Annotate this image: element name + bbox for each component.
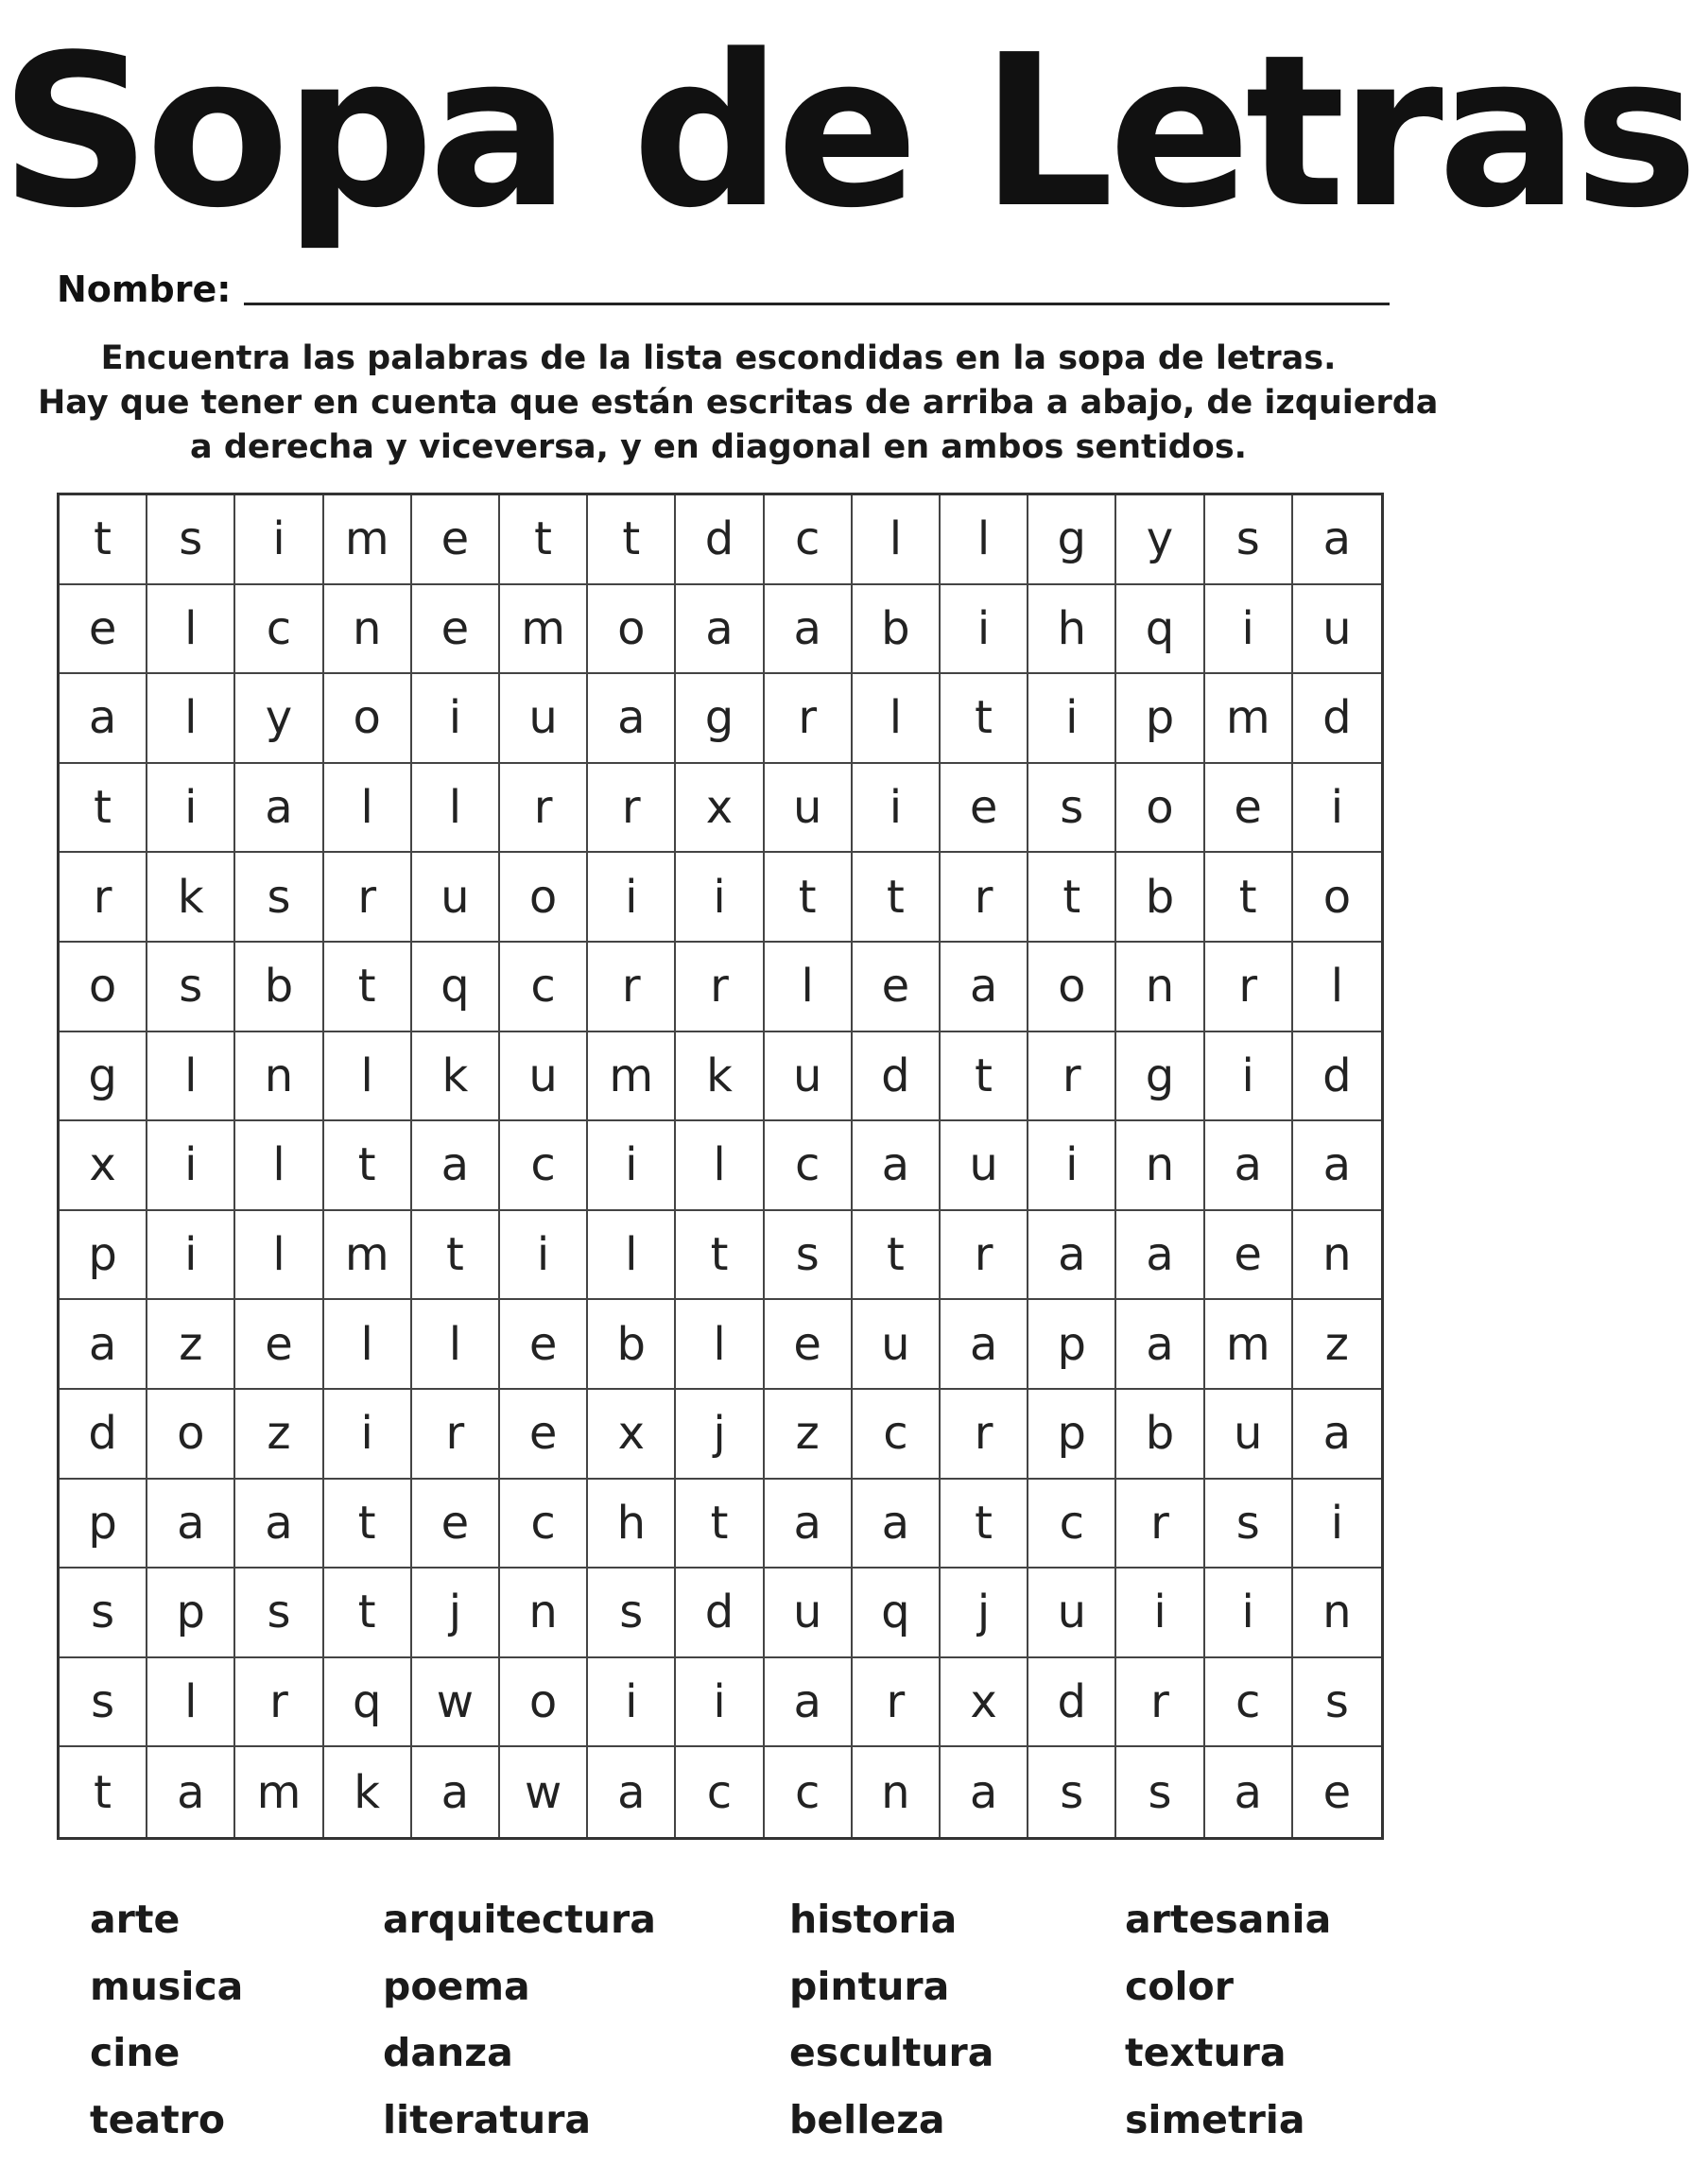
grid-cell[interactable]: i bbox=[1293, 764, 1381, 854]
instructions-line: Hay que tener en cuenta que están escritas de arriba a abajo, de izquierda bbox=[38, 384, 1439, 422]
grid-cell[interactable]: s bbox=[147, 495, 235, 585]
grid-cell[interactable]: l bbox=[324, 764, 412, 854]
grid-cell[interactable]: n bbox=[324, 585, 412, 675]
grid-cell[interactable]: l bbox=[147, 674, 235, 764]
grid-cell[interactable]: s bbox=[1028, 1747, 1116, 1837]
grid-cell[interactable]: s bbox=[60, 1569, 147, 1658]
grid-cell[interactable]: c bbox=[765, 1121, 853, 1211]
word-list-item: artesania bbox=[1125, 1897, 1332, 1942]
grid-cell[interactable]: a bbox=[588, 674, 676, 764]
grid-cell[interactable]: t bbox=[324, 1569, 412, 1658]
grid-cell[interactable]: a bbox=[412, 1121, 500, 1211]
grid-cell[interactable]: i bbox=[1116, 1569, 1204, 1658]
grid-cell[interactable]: s bbox=[1116, 1747, 1204, 1837]
word-list-item: pintura bbox=[789, 1963, 950, 2009]
grid-cell[interactable]: y bbox=[235, 674, 323, 764]
instructions-line: Encuentra las palabras de la lista escondidas en la sopa de letras. bbox=[100, 339, 1337, 377]
word-column bbox=[90, 1886, 243, 2153]
grid-cell[interactable]: i bbox=[853, 764, 941, 854]
grid-cell[interactable]: s bbox=[1205, 1480, 1293, 1569]
word-column bbox=[1125, 1886, 1331, 2153]
grid-cell[interactable]: u bbox=[765, 1569, 853, 1658]
grid-cell[interactable]: l bbox=[853, 495, 941, 585]
grid-cell[interactable]: d bbox=[853, 1032, 941, 1122]
grid-cell[interactable]: a bbox=[60, 674, 147, 764]
grid-cell[interactable]: a bbox=[1293, 1390, 1381, 1480]
word-column bbox=[383, 1886, 656, 2153]
grid-cell[interactable]: r bbox=[765, 674, 853, 764]
grid-cell[interactable]: r bbox=[676, 943, 764, 1032]
grid-cell[interactable]: j bbox=[412, 1569, 500, 1658]
name-write-line[interactable] bbox=[244, 303, 1390, 305]
grid-cell[interactable]: i bbox=[147, 764, 235, 854]
word-list-item: textura bbox=[1125, 2030, 1287, 2075]
grid-cell[interactable]: a bbox=[941, 1747, 1028, 1837]
grid-cell[interactable]: t bbox=[60, 1747, 147, 1837]
grid-cell[interactable]: i bbox=[1028, 674, 1116, 764]
grid-cell[interactable]: l bbox=[1293, 943, 1381, 1032]
grid-cell[interactable]: i bbox=[588, 1121, 676, 1211]
grid-cell[interactable]: n bbox=[1116, 1121, 1204, 1211]
grid-cell[interactable]: s bbox=[147, 943, 235, 1032]
grid-cell[interactable]: z bbox=[1293, 1300, 1381, 1390]
grid-cell[interactable]: b bbox=[1116, 1390, 1204, 1480]
grid-cell[interactable]: a bbox=[60, 1300, 147, 1390]
grid-cell[interactable]: a bbox=[147, 1747, 235, 1837]
grid-cell[interactable]: l bbox=[235, 1211, 323, 1301]
grid-cell[interactable]: d bbox=[1028, 1658, 1116, 1748]
grid-cell[interactable]: c bbox=[500, 1480, 588, 1569]
grid-cell[interactable]: m bbox=[235, 1747, 323, 1837]
grid-cell[interactable]: r bbox=[324, 853, 412, 943]
grid-cell[interactable]: r bbox=[588, 943, 676, 1032]
grid-cell[interactable]: a bbox=[235, 764, 323, 854]
word-list-item: color bbox=[1125, 1963, 1234, 2009]
grid-cell[interactable]: p bbox=[60, 1480, 147, 1569]
grid-cell[interactable]: s bbox=[235, 853, 323, 943]
grid-cell[interactable]: r bbox=[1116, 1480, 1204, 1569]
grid-cell[interactable]: e bbox=[500, 1300, 588, 1390]
word-list bbox=[90, 1886, 1347, 2170]
grid-cell[interactable]: a bbox=[676, 585, 764, 675]
page-title: Sopa de Letras bbox=[0, 10, 1693, 254]
grid-cell[interactable]: e bbox=[412, 495, 500, 585]
grid-cell[interactable]: u bbox=[1028, 1569, 1116, 1658]
grid-cell[interactable]: o bbox=[147, 1390, 235, 1480]
grid-cell[interactable]: a bbox=[1116, 1300, 1204, 1390]
grid-cell[interactable]: t bbox=[60, 495, 147, 585]
grid-cell[interactable]: n bbox=[500, 1569, 588, 1658]
grid-cell[interactable]: c bbox=[1205, 1658, 1293, 1748]
grid-cell[interactable]: m bbox=[1205, 674, 1293, 764]
grid-cell[interactable]: e bbox=[60, 585, 147, 675]
grid-cell[interactable]: a bbox=[1116, 1211, 1204, 1301]
grid-cell[interactable]: t bbox=[1028, 853, 1116, 943]
grid-cell[interactable]: l bbox=[676, 1121, 764, 1211]
grid-cell[interactable]: t bbox=[853, 1211, 941, 1301]
grid-cell[interactable]: q bbox=[853, 1569, 941, 1658]
grid-cell[interactable]: l bbox=[412, 1300, 500, 1390]
grid-cell[interactable]: d bbox=[676, 495, 764, 585]
word-list-item: arquitectura bbox=[383, 1897, 656, 1942]
grid-cell[interactable]: i bbox=[147, 1121, 235, 1211]
grid-cell[interactable]: i bbox=[412, 674, 500, 764]
grid-cell[interactable]: l bbox=[324, 1032, 412, 1122]
grid-cell[interactable]: u bbox=[412, 853, 500, 943]
word-list-item: teatro bbox=[90, 2096, 226, 2142]
grid-cell[interactable]: t bbox=[941, 1032, 1028, 1122]
grid-cell[interactable]: t bbox=[853, 853, 941, 943]
grid-cell[interactable]: s bbox=[765, 1211, 853, 1301]
grid-cell[interactable]: o bbox=[1116, 764, 1204, 854]
grid-cell[interactable]: t bbox=[676, 1480, 764, 1569]
grid-cell[interactable]: a bbox=[235, 1480, 323, 1569]
grid-cell[interactable]: j bbox=[676, 1390, 764, 1480]
grid-cell[interactable]: u bbox=[500, 674, 588, 764]
grid-cell[interactable]: c bbox=[500, 1121, 588, 1211]
grid-cell[interactable]: m bbox=[1205, 1300, 1293, 1390]
grid-cell[interactable]: p bbox=[1028, 1300, 1116, 1390]
grid-cell[interactable]: l bbox=[147, 1032, 235, 1122]
grid-cell[interactable]: e bbox=[1322, 1765, 1352, 1819]
word-list-item: danza bbox=[383, 2030, 513, 2075]
grid-cell[interactable]: r bbox=[941, 1211, 1028, 1301]
name-field-row bbox=[57, 263, 1390, 320]
grid-cell[interactable]: r bbox=[1116, 1658, 1204, 1748]
grid-cell[interactable]: s bbox=[60, 1658, 147, 1748]
grid-cell[interactable]: i bbox=[941, 585, 1028, 675]
grid-cell[interactable]: k bbox=[412, 1032, 500, 1122]
grid-cell[interactable]: d bbox=[1293, 1032, 1381, 1122]
grid-cell[interactable]: i bbox=[588, 1658, 676, 1748]
grid-cell[interactable]: a bbox=[941, 943, 1028, 1032]
grid-cell[interactable]: q bbox=[412, 943, 500, 1032]
grid-cell[interactable]: q bbox=[1116, 585, 1204, 675]
grid-cell[interactable]: r bbox=[588, 764, 676, 854]
grid-cell[interactable]: c bbox=[765, 495, 853, 585]
grid-cell[interactable]: t bbox=[1205, 853, 1293, 943]
grid-cell[interactable]: b bbox=[235, 943, 323, 1032]
grid-cell[interactable]: s bbox=[588, 1569, 676, 1658]
grid-cell[interactable]: j bbox=[941, 1569, 1028, 1658]
grid-cell[interactable]: x bbox=[941, 1658, 1028, 1748]
grid-cell[interactable]: i bbox=[500, 1211, 588, 1301]
word-list-item: musica bbox=[90, 1963, 244, 2009]
instructions-line: a derecha y viceversa, y en diagonal en ambos sentidos. bbox=[190, 428, 1247, 466]
grid-cell[interactable]: e bbox=[412, 585, 500, 675]
grid-cell[interactable]: r bbox=[500, 764, 588, 854]
grid-cell[interactable]: t bbox=[588, 495, 676, 585]
word-list-item: cine bbox=[90, 2030, 181, 2075]
grid-cell[interactable]: a bbox=[147, 1480, 235, 1569]
grid-cell[interactable]: c bbox=[853, 1390, 941, 1480]
grid-cell[interactable]: g bbox=[1028, 495, 1116, 585]
grid-cell[interactable]: l bbox=[941, 495, 1028, 585]
grid-cell[interactable]: i bbox=[1205, 1032, 1293, 1122]
word-list-item: arte bbox=[90, 1897, 181, 1942]
grid-cell[interactable]: u bbox=[765, 764, 853, 854]
grid-cell[interactable]: y bbox=[1116, 495, 1204, 585]
grid-cell[interactable]: o bbox=[324, 674, 412, 764]
grid-cell[interactable]: l bbox=[147, 585, 235, 675]
grid-cell[interactable]: r bbox=[1028, 1032, 1116, 1122]
grid-cell[interactable]: r bbox=[941, 853, 1028, 943]
letter-grid bbox=[57, 493, 1384, 1840]
grid-cell[interactable]: g bbox=[676, 674, 764, 764]
grid-cell[interactable]: r bbox=[412, 1390, 500, 1480]
grid-cell[interactable]: o bbox=[500, 1658, 588, 1748]
grid-cell[interactable]: c bbox=[676, 1747, 764, 1837]
grid-cell[interactable]: a bbox=[853, 1121, 941, 1211]
grid-cell[interactable]: r bbox=[1205, 943, 1293, 1032]
grid-cell[interactable]: a bbox=[1205, 1747, 1293, 1837]
grid-cell[interactable]: a bbox=[1293, 1121, 1381, 1211]
grid-cell[interactable]: u bbox=[765, 1032, 853, 1122]
grid-cell[interactable]: n bbox=[1116, 943, 1204, 1032]
word-list-item: literatura bbox=[383, 2096, 592, 2142]
grid-cell[interactable]: a bbox=[765, 1480, 853, 1569]
grid-cell[interactable]: o bbox=[588, 585, 676, 675]
grid-cell[interactable]: t bbox=[324, 1121, 412, 1211]
grid-cell[interactable]: a bbox=[1205, 1121, 1293, 1211]
grid-cell[interactable]: a bbox=[765, 585, 853, 675]
grid-cell[interactable]: h bbox=[1028, 585, 1116, 675]
grid-cell[interactable]: e bbox=[853, 943, 941, 1032]
word-list-item: escultura bbox=[789, 2030, 994, 2075]
grid-cell[interactable]: x bbox=[676, 764, 764, 854]
grid-cell[interactable]: t bbox=[676, 1211, 764, 1301]
grid-cell[interactable]: e bbox=[235, 1300, 323, 1390]
grid-cell[interactable]: t bbox=[324, 1480, 412, 1569]
instructions bbox=[38, 337, 1439, 470]
grid-cell[interactable]: s bbox=[1028, 764, 1116, 854]
grid-cell[interactable]: i bbox=[676, 1658, 764, 1748]
word-list-item: simetria bbox=[1125, 2096, 1305, 2142]
grid-cell[interactable]: i bbox=[235, 495, 323, 585]
grid-cell[interactable]: h bbox=[588, 1480, 676, 1569]
grid-cell[interactable]: p bbox=[60, 1211, 147, 1301]
grid-cell[interactable]: e bbox=[941, 764, 1028, 854]
grid-cell[interactable]: l bbox=[235, 1121, 323, 1211]
grid-cell[interactable]: l bbox=[412, 764, 500, 854]
grid-cell[interactable]: u bbox=[1293, 585, 1381, 675]
grid-cell[interactable]: i bbox=[1293, 1480, 1381, 1569]
grid-cell[interactable]: a bbox=[588, 1747, 676, 1837]
grid-cell[interactable]: d bbox=[60, 1390, 147, 1480]
grid-cell[interactable]: a bbox=[412, 1747, 500, 1837]
word-column bbox=[789, 1886, 993, 2153]
grid-cell[interactable]: z bbox=[147, 1300, 235, 1390]
grid-cell[interactable]: r bbox=[853, 1658, 941, 1748]
grid-cell[interactable]: u bbox=[500, 1032, 588, 1122]
grid-cell[interactable]: a bbox=[765, 1658, 853, 1748]
grid-cell[interactable]: p bbox=[1116, 674, 1204, 764]
grid-cell[interactable]: t bbox=[765, 853, 853, 943]
grid-cell[interactable]: r bbox=[235, 1658, 323, 1748]
grid-cell[interactable]: o bbox=[1028, 943, 1116, 1032]
grid-cell[interactable]: k bbox=[324, 1747, 412, 1837]
grid-cell[interactable]: t bbox=[324, 943, 412, 1032]
grid-cell[interactable]: b bbox=[588, 1300, 676, 1390]
grid-cell[interactable]: x bbox=[588, 1390, 676, 1480]
grid-cell[interactable]: l bbox=[324, 1300, 412, 1390]
grid-cell[interactable]: d bbox=[676, 1569, 764, 1658]
grid-cell[interactable]: b bbox=[853, 585, 941, 675]
grid-cell[interactable]: r bbox=[60, 853, 147, 943]
grid-cell[interactable]: n bbox=[1293, 1211, 1381, 1301]
grid-cell[interactable]: l bbox=[588, 1211, 676, 1301]
grid-cell[interactable]: a bbox=[1293, 495, 1381, 585]
word-list-item: poema bbox=[383, 1963, 530, 2009]
grid-cell[interactable]: s bbox=[1293, 1658, 1381, 1748]
grid-cell[interactable]: i bbox=[588, 853, 676, 943]
grid-cell[interactable]: i bbox=[1028, 1121, 1116, 1211]
name-label: Nombre: bbox=[57, 269, 232, 310]
grid-cell[interactable]: t bbox=[941, 674, 1028, 764]
grid-cell[interactable]: m bbox=[324, 1211, 412, 1301]
grid-cell[interactable]: t bbox=[941, 1480, 1028, 1569]
grid-cell[interactable]: i bbox=[147, 1211, 235, 1301]
grid-cell[interactable]: q bbox=[324, 1658, 412, 1748]
grid-cell[interactable]: s bbox=[235, 1569, 323, 1658]
grid-cell[interactable]: z bbox=[235, 1390, 323, 1480]
grid-cell[interactable]: u bbox=[853, 1300, 941, 1390]
grid-cell[interactable]: r bbox=[941, 1390, 1028, 1480]
grid-cell[interactable]: n bbox=[853, 1747, 941, 1837]
grid-cell[interactable]: e bbox=[1205, 1211, 1293, 1301]
grid-cell[interactable]: u bbox=[1205, 1390, 1293, 1480]
grid-cell[interactable]: k bbox=[676, 1032, 764, 1122]
grid-cell[interactable]: g bbox=[60, 1032, 147, 1122]
grid-cell[interactable]: l bbox=[853, 674, 941, 764]
grid-cell[interactable]: w bbox=[500, 1747, 588, 1837]
grid-cell[interactable]: p bbox=[1028, 1390, 1116, 1480]
grid-cell[interactable]: u bbox=[941, 1121, 1028, 1211]
grid-cell[interactable]: g bbox=[1116, 1032, 1204, 1122]
grid-cell[interactable]: w bbox=[412, 1658, 500, 1748]
grid-cell[interactable]: a bbox=[853, 1480, 941, 1569]
grid-cell[interactable]: m bbox=[324, 495, 412, 585]
grid-cell[interactable]: i bbox=[676, 853, 764, 943]
grid-cell[interactable]: t bbox=[500, 495, 588, 585]
grid-cell[interactable]: c bbox=[1028, 1480, 1116, 1569]
grid-cell[interactable]: c bbox=[500, 943, 588, 1032]
grid-cell[interactable]: p bbox=[147, 1569, 235, 1658]
grid-cell[interactable]: a bbox=[941, 1300, 1028, 1390]
grid-cell[interactable]: c bbox=[235, 585, 323, 675]
grid-cell[interactable]: e bbox=[500, 1390, 588, 1480]
grid-cell[interactable]: b bbox=[1116, 853, 1204, 943]
grid-cell[interactable]: x bbox=[60, 1121, 147, 1211]
grid-cell[interactable]: l bbox=[147, 1658, 235, 1748]
word-list-item: historia bbox=[789, 1897, 958, 1942]
grid-cell[interactable]: e bbox=[412, 1480, 500, 1569]
grid-cell[interactable]: o bbox=[60, 943, 147, 1032]
grid-cell[interactable]: i bbox=[1205, 1569, 1293, 1658]
grid-cell[interactable]: m bbox=[500, 585, 588, 675]
grid-cell[interactable]: s bbox=[1205, 495, 1293, 585]
grid-cell[interactable]: i bbox=[1205, 585, 1293, 675]
grid-cell[interactable]: l bbox=[765, 943, 853, 1032]
grid-cell[interactable]: z bbox=[765, 1390, 853, 1480]
word-list-item: belleza bbox=[789, 2096, 945, 2142]
grid-cell[interactable]: t bbox=[60, 764, 147, 854]
grid-cell[interactable]: n bbox=[1293, 1569, 1381, 1658]
grid-cell[interactable]: k bbox=[147, 853, 235, 943]
grid-cell[interactable]: m bbox=[588, 1032, 676, 1122]
grid-cell[interactable]: o bbox=[500, 853, 588, 943]
grid-cell[interactable]: t bbox=[412, 1211, 500, 1301]
grid-cell[interactable]: n bbox=[235, 1032, 323, 1122]
grid-cell[interactable]: d bbox=[1293, 674, 1381, 764]
grid-cell[interactable]: i bbox=[324, 1390, 412, 1480]
grid-cell[interactable]: l bbox=[676, 1300, 764, 1390]
grid-cell[interactable]: a bbox=[1028, 1211, 1116, 1301]
grid-cell[interactable]: e bbox=[765, 1300, 853, 1390]
grid-cell[interactable]: c bbox=[765, 1747, 853, 1837]
grid-cell[interactable]: o bbox=[1293, 853, 1381, 943]
grid-cell[interactable]: e bbox=[1205, 764, 1293, 854]
